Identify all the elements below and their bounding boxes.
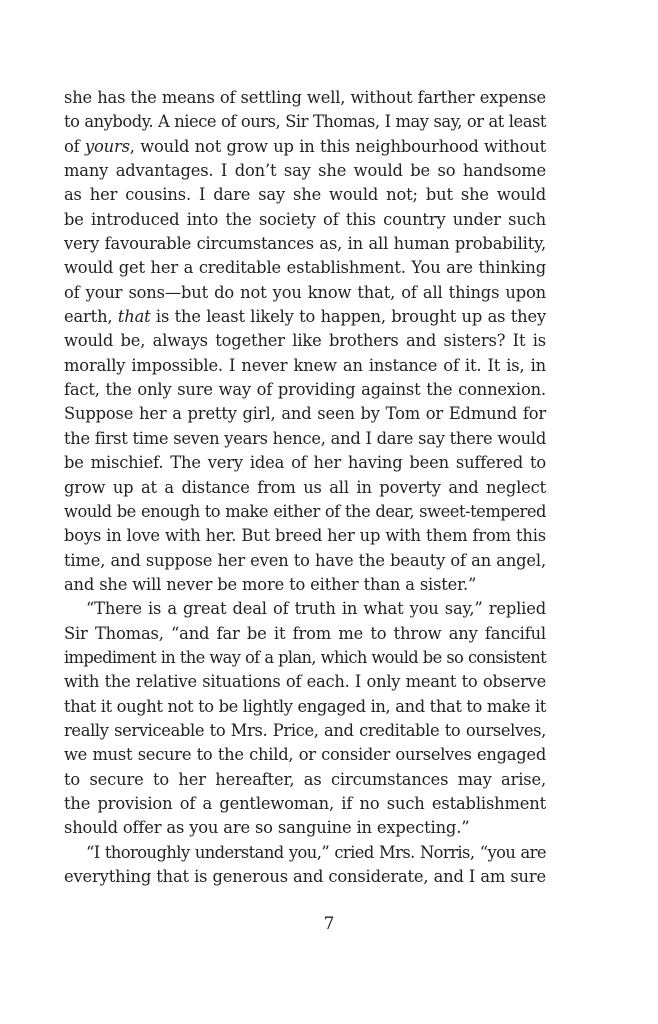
text-line: she has the means of settling well, without farther expense	[64, 88, 546, 107]
text-line: would get her a creditable establishment. You are thinking	[64, 258, 546, 278]
text-line: of yours, would not grow up in this neighbourhood without	[64, 136, 546, 156]
text-line: very favourable circumstances as, in all human probability,	[64, 234, 546, 254]
text-line: “I thoroughly understand you,” cried Mrs. Norris, “you are	[86, 842, 546, 862]
text-line: to anybody. A niece of ours, Sir Thomas, I may say, or at least	[64, 112, 546, 132]
text-line: that it ought not to be lightly engaged in, and that to make it	[64, 696, 546, 716]
text-line: “There is a great deal of truth in what you say,” replied	[86, 599, 546, 619]
text-line: to secure to her hereafter, as circumstances may arise,	[64, 769, 546, 789]
text-line: as her cousins. I dare say she would not; but she would	[64, 185, 546, 205]
text-line: would be enough to make either of the dear, sweet-tempered	[64, 501, 546, 521]
text-line: many advantages. I don’t say she would be so handsome	[64, 161, 546, 181]
text-line: of your sons—but do not you know that, of all things upon	[64, 282, 546, 302]
text-line: morally impossible. I never knew an instance of it. It is, in	[64, 355, 546, 375]
text-line: we must secure to the child, or consider ourselves engaged	[64, 745, 546, 765]
text-line: grow up at a distance from us all in poverty and neglect	[64, 477, 546, 497]
text-line: with the relative situations of each. I only meant to observe	[64, 672, 546, 692]
text-line: Sir Thomas, “and far be it from me to throw any fanciful	[64, 623, 546, 643]
text-line: the first time seven years hence, and I dare say there would	[64, 428, 546, 448]
text-line: be introduced into the society of this country under such	[64, 209, 546, 229]
text-line: fact, the only sure way of providing against the connexion.	[64, 380, 546, 400]
text-line: earth, that is the least likely to happen, brought up as they	[64, 307, 546, 327]
italic-text: yours	[84, 136, 130, 156]
paragraph	[64, 597, 546, 840]
text-line: be mischief. The very idea of her having been suffered to	[64, 453, 546, 473]
text-line: impediment in the way of a plan, which would be so consistent	[64, 647, 546, 667]
text-line: time, and suppose her even to have the beauty of an angel,	[64, 550, 546, 570]
text-line: the provision of a gentlewoman, if no such establishment	[64, 793, 546, 813]
italic-text: that	[117, 307, 151, 327]
body-text	[64, 86, 546, 889]
text-line: would be, always together like brothers and sisters? It is	[64, 331, 546, 351]
text-line: Suppose her a pretty girl, and seen by Tom or Edmund for	[64, 404, 546, 424]
paragraph	[64, 86, 546, 597]
text-line: boys in love with her. But breed her up with them from this	[64, 526, 546, 546]
text-line: really serviceable to Mrs. Price, and creditable to ourselves,	[64, 720, 546, 740]
text-line: and she will never be more to either than a sister.”	[64, 574, 477, 594]
text-line: should offer as you are so sanguine in expecting.”	[64, 818, 470, 838]
text-line: everything that is generous and considerate, and I am sure	[64, 867, 546, 886]
paragraph	[64, 841, 546, 890]
page-number: 7	[323, 914, 335, 934]
